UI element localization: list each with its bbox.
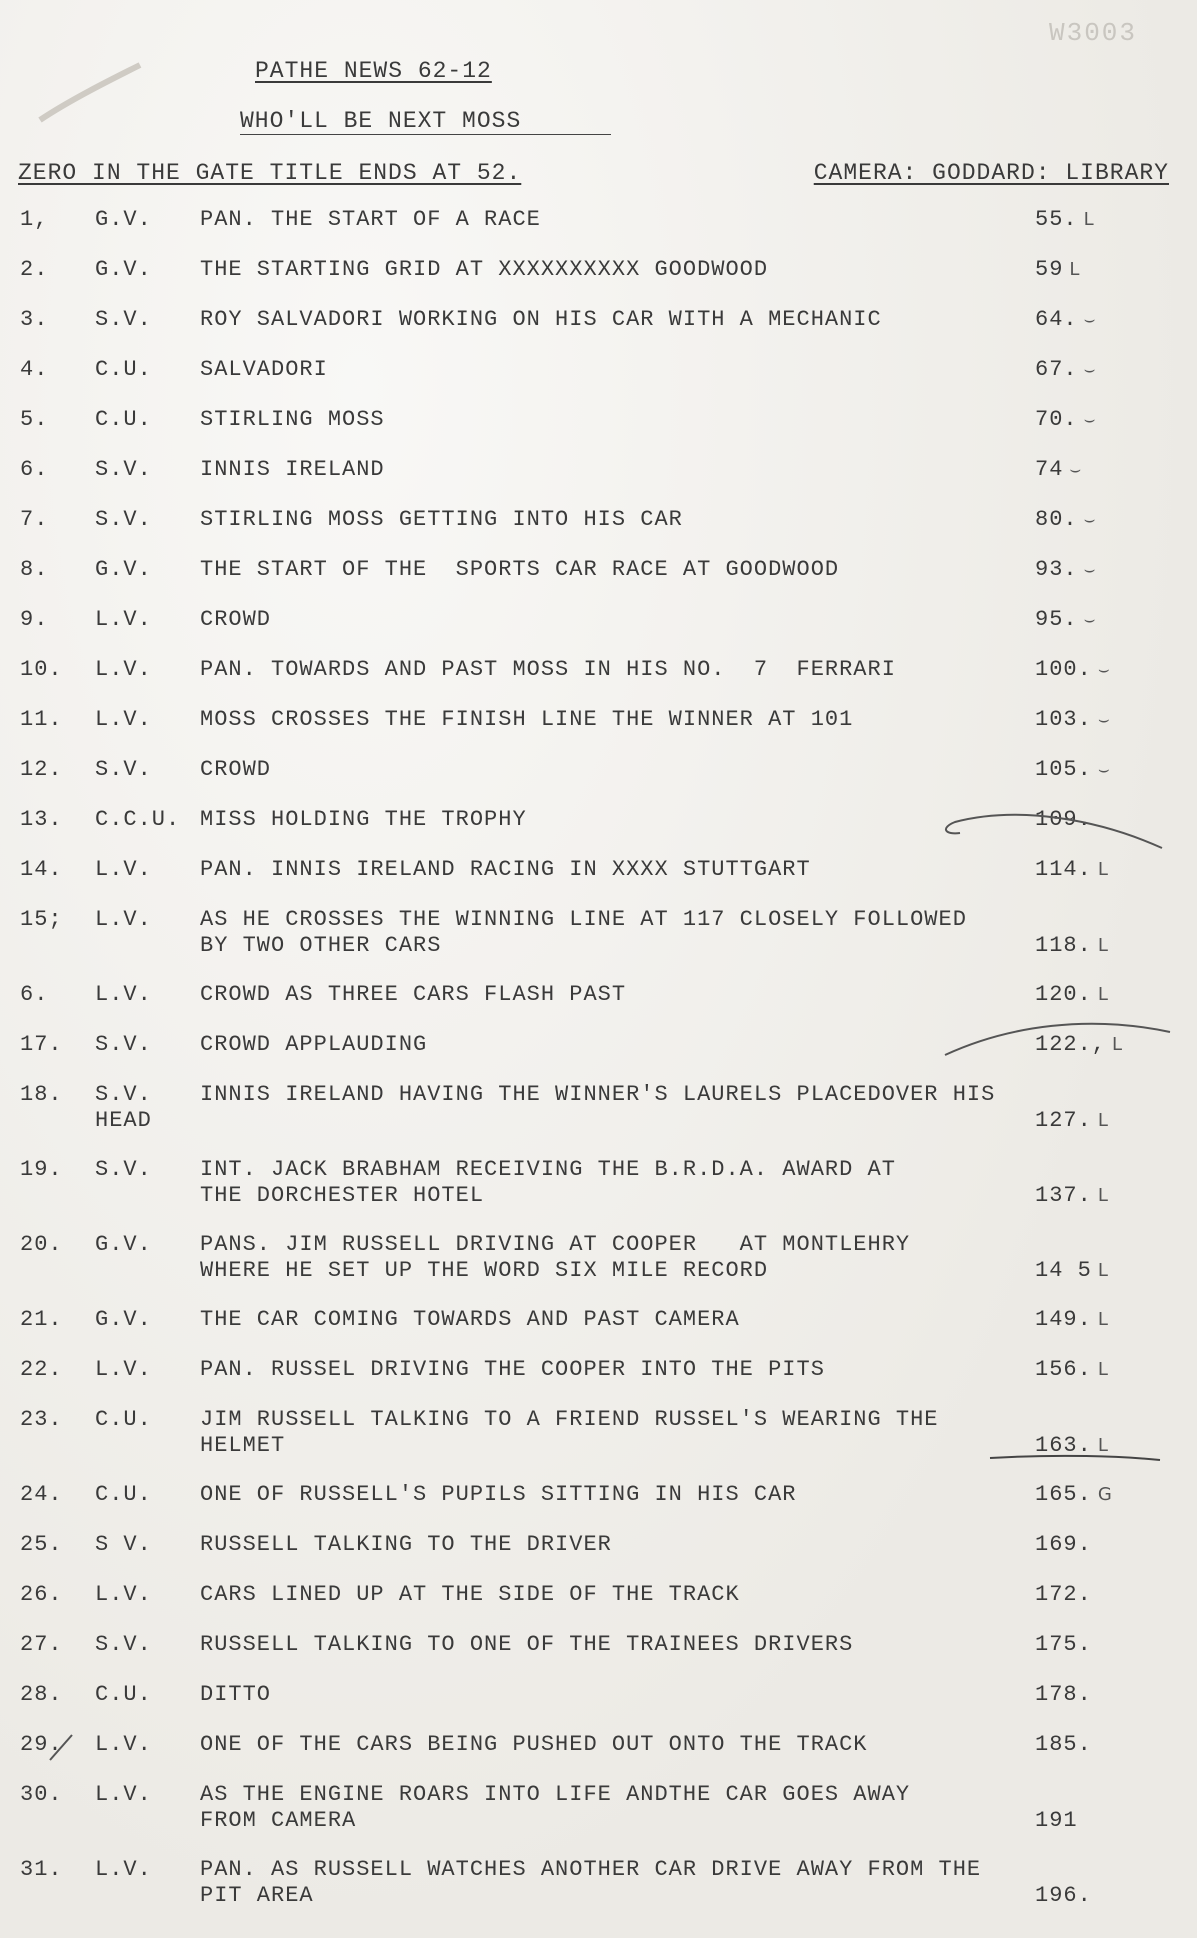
shot-description: SALVADORI (200, 357, 328, 382)
footage-count (1035, 982, 1155, 1007)
footage-count (1035, 307, 1155, 332)
shot-type: S.V. (95, 457, 152, 482)
check-mark: ⌣ (1083, 409, 1097, 430)
footage-count (1035, 1732, 1155, 1757)
shot-type: G.V. (95, 207, 152, 232)
footage-count (1035, 357, 1155, 382)
footage-count (1035, 1532, 1155, 1557)
shot-number: 7. (20, 507, 49, 532)
shot-description: CROWD AS THREE CARS FLASH PAST (200, 982, 627, 1007)
footage-value: 95. (1035, 607, 1078, 632)
shot-number: 12. (20, 757, 63, 782)
footage-count (1035, 1108, 1155, 1133)
shot-number: 5. (20, 407, 49, 432)
shot-type: L.V. (95, 1582, 152, 1607)
shot-description: INT. JACK BRABHAM RECEIVING THE B.R.D.A. AWARD AT THE DORCHESTER HOTEL (200, 1157, 896, 1208)
shot-number: 31. (20, 1857, 63, 1882)
footage-count (1035, 1808, 1155, 1833)
shot-description: ONE OF THE CARS BEING PUSHED OUT ONTO THE TRACK (200, 1732, 868, 1757)
shot-type: S.V. HEAD (95, 1082, 152, 1133)
shot-description: DITTO (200, 1682, 272, 1707)
shot-number: 14. (20, 857, 63, 882)
shot-number: 20. (20, 1232, 63, 1257)
check-mark: L (1097, 1435, 1109, 1456)
footage-count (1035, 707, 1155, 732)
check-mark: L (1097, 1359, 1109, 1380)
shot-description: PANS. JIM RUSSELL DRIVING AT COOPER AT MONTLEHRY WHERE HE SET UP THE WORD SIX MILE RECORD (200, 1232, 911, 1283)
footage-value: 196. (1035, 1883, 1092, 1908)
footage-value: 178. (1035, 1682, 1092, 1707)
shot-description: PAN. AS RUSSELL WATCHES ANOTHER CAR DRIVE AWAY FROM THE PIT AREA (200, 1857, 982, 1908)
shot-number: 23. (20, 1407, 63, 1432)
shot-type: G.V. (95, 1307, 152, 1332)
footage-count (1035, 607, 1155, 632)
footage-count (1035, 1482, 1155, 1507)
footage-count (1035, 557, 1155, 582)
shot-number: 10. (20, 657, 63, 682)
shot-type: S.V. (95, 1632, 152, 1657)
shot-number: 18. (20, 1082, 63, 1107)
shot-type: C.U. (95, 1682, 152, 1707)
shot-number: 8. (20, 557, 49, 582)
footage-value: 156. (1035, 1357, 1092, 1382)
check-mark: ⌣ (1083, 559, 1097, 580)
shot-type: L.V. (95, 907, 152, 932)
footage-count (1035, 407, 1155, 432)
shot-type: C.U. (95, 357, 152, 382)
shot-number: 6. (20, 457, 49, 482)
shot-type: S.V. (95, 1032, 152, 1057)
check-mark: L (1083, 209, 1095, 230)
shot-type: G.V. (95, 1232, 152, 1257)
shot-type: L.V. (95, 1732, 152, 1757)
camera-credit: CAMERA: GODDARD: LIBRARY (813, 160, 1169, 186)
shot-description: STIRLING MOSS (200, 407, 385, 432)
shot-number: 21. (20, 1307, 63, 1332)
footage-count (1035, 933, 1155, 958)
footage-value: 70. (1035, 407, 1078, 432)
shot-description: PAN. RUSSEL DRIVING THE COOPER INTO THE PITS (200, 1357, 825, 1382)
shot-type: C.C.U. (95, 807, 181, 832)
footage-value: 80. (1035, 507, 1078, 532)
check-mark: ⌣ (1083, 309, 1097, 330)
footage-count (1035, 1632, 1155, 1657)
check-mark: L (1097, 1110, 1109, 1131)
shot-number: 30. (20, 1782, 63, 1807)
shot-number: 17. (20, 1032, 63, 1057)
pencil-smudge (40, 65, 140, 120)
footage-count (1035, 857, 1155, 882)
document-subtitle: WHO'LL BE NEXT MOSS (240, 108, 611, 135)
footage-count (1035, 1307, 1155, 1332)
check-mark: ⌣ (1097, 659, 1111, 680)
shot-description: CARS LINED UP AT THE SIDE OF THE TRACK (200, 1582, 740, 1607)
check-mark: ⌣ (1083, 359, 1097, 380)
shot-number: 6. (20, 982, 49, 1007)
shot-type: C.U. (95, 1482, 152, 1507)
footage-value: 175. (1035, 1632, 1092, 1657)
shot-type: L.V. (95, 857, 152, 882)
check-mark: L (1097, 984, 1109, 1005)
footage-value: 137. (1035, 1183, 1092, 1208)
footage-value: 118. (1035, 933, 1092, 958)
shot-number: 15; (20, 907, 63, 932)
shot-type: G.V. (95, 257, 152, 282)
shot-description: MOSS CROSSES THE FINISH LINE THE WINNER AT 101 (200, 707, 854, 732)
shot-description: PAN. THE START OF A RACE (200, 207, 541, 232)
shot-type: L.V. (95, 607, 152, 632)
footage-value: 64. (1035, 307, 1078, 332)
footage-value: 114. (1035, 857, 1092, 882)
shot-number: 25. (20, 1532, 63, 1557)
shot-description: ONE OF RUSSELL'S PUPILS SITTING IN HIS CAR (200, 1482, 797, 1507)
footage-value: 120. (1035, 982, 1092, 1007)
check-mark: ⌣ (1069, 459, 1083, 480)
footage-value: 74 (1035, 457, 1064, 482)
footage-count (1035, 257, 1155, 282)
footage-value: 172. (1035, 1582, 1092, 1607)
footage-value: 109. (1035, 807, 1092, 832)
footage-value: 185. (1035, 1732, 1092, 1757)
shot-description: INNIS IRELAND HAVING THE WINNER'S LAURELS PLACEDOVER HIS (200, 1082, 996, 1107)
check-mark: L (1097, 1185, 1109, 1206)
shot-number: 24. (20, 1482, 63, 1507)
shot-type: C.U. (95, 407, 152, 432)
check-mark: ⌣ (1097, 759, 1111, 780)
footage-count (1035, 457, 1155, 482)
shot-type: S V. (95, 1532, 152, 1557)
shot-number: 9. (20, 607, 49, 632)
shot-description: CROWD (200, 607, 272, 632)
check-mark: L (1097, 935, 1109, 956)
shot-description: CROWD (200, 757, 272, 782)
shot-type: L.V. (95, 1357, 152, 1382)
footage-value: 169. (1035, 1532, 1092, 1557)
footage-value: 93. (1035, 557, 1078, 582)
shot-description: MISS HOLDING THE TROPHY (200, 807, 527, 832)
check-mark: G (1097, 1484, 1113, 1505)
shot-number: 22. (20, 1357, 63, 1382)
document-title: PATHE NEWS 62-12 (255, 58, 492, 84)
footage-value: 103. (1035, 707, 1092, 732)
shot-type: L.V. (95, 1857, 152, 1882)
footage-count (1035, 1258, 1155, 1283)
footage-count (1035, 807, 1155, 832)
shot-description: JIM RUSSELL TALKING TO A FRIEND RUSSEL'S WEARING THE HELMET (200, 1407, 939, 1458)
footage-count (1035, 1582, 1155, 1607)
footage-value: 191 (1035, 1808, 1078, 1833)
shot-type: L.V. (95, 1782, 152, 1807)
footage-value: 59 (1035, 257, 1064, 282)
footage-count (1035, 657, 1155, 682)
shot-type: L.V. (95, 657, 152, 682)
footage-value: 55. (1035, 207, 1078, 232)
shot-type: S.V. (95, 307, 152, 332)
shot-description: CROWD APPLAUDING (200, 1032, 428, 1057)
shot-type: L.V. (95, 707, 152, 732)
shot-description: THE STARTING GRID AT XXXXXXXXXX GOODWOOD (200, 257, 769, 282)
shot-type: S.V. (95, 757, 152, 782)
footage-value: 100. (1035, 657, 1092, 682)
shot-description: AS HE CROSSES THE WINNING LINE AT 117 CLOSELY FOLLOWED BY TWO OTHER CARS (200, 907, 967, 958)
shot-description: THE CAR COMING TOWARDS AND PAST CAMERA (200, 1307, 740, 1332)
shot-description: PAN. TOWARDS AND PAST MOSS IN HIS NO. 7 FERRARI (200, 657, 896, 682)
check-mark: L (1097, 1260, 1109, 1281)
check-mark: ⌣ (1083, 509, 1097, 530)
shot-description: RUSSELL TALKING TO ONE OF THE TRAINEES DRIVERS (200, 1632, 854, 1657)
shot-number: 13. (20, 807, 63, 832)
footage-value: 127. (1035, 1108, 1092, 1133)
footage-value: 105. (1035, 757, 1092, 782)
check-mark: L (1112, 1034, 1124, 1055)
faint-stamp: W3003 (1048, 18, 1137, 48)
shot-description: ROY SALVADORI WORKING ON HIS CAR WITH A MECHANIC (200, 307, 882, 332)
footage-count (1035, 757, 1155, 782)
shot-type: G.V. (95, 557, 152, 582)
shot-description: RUSSELL TALKING TO THE DRIVER (200, 1532, 612, 1557)
shot-number: 4. (20, 357, 49, 382)
shot-description: INNIS IRELAND (200, 457, 385, 482)
shot-number: 26. (20, 1582, 63, 1607)
footage-value: 67. (1035, 357, 1078, 382)
shot-number: 2. (20, 257, 49, 282)
shot-number: 29. (20, 1732, 63, 1757)
footage-count (1035, 1183, 1155, 1208)
shot-number: 28. (20, 1682, 63, 1707)
footage-value: 122., (1035, 1032, 1107, 1057)
footage-value: 165. (1035, 1482, 1092, 1507)
footage-count (1035, 207, 1155, 232)
check-mark: ⌣ (1097, 709, 1111, 730)
footage-value: 163. (1035, 1433, 1092, 1458)
zero-gate-note: ZERO IN THE GATE TITLE ENDS AT 52. (18, 160, 522, 186)
shot-number: 11. (20, 707, 63, 732)
shot-description: AS THE ENGINE ROARS INTO LIFE ANDTHE CAR GOES AWAY FROM CAMERA (200, 1782, 911, 1833)
check-mark: ⌣ (1083, 609, 1097, 630)
footage-value: 149. (1035, 1307, 1092, 1332)
check-mark: L (1069, 259, 1081, 280)
footage-count (1035, 507, 1155, 532)
shot-number: 27. (20, 1632, 63, 1657)
footage-count (1035, 1682, 1155, 1707)
footage-count (1035, 1433, 1155, 1458)
shot-type: S.V. (95, 507, 152, 532)
shot-type: L.V. (95, 982, 152, 1007)
shot-type: C.U. (95, 1407, 152, 1432)
footage-count (1035, 1357, 1155, 1382)
shot-type: S.V. (95, 1157, 152, 1182)
shot-description: THE START OF THE SPORTS CAR RACE AT GOODWOOD (200, 557, 840, 582)
footage-count (1035, 1883, 1155, 1908)
shot-number: 19. (20, 1157, 63, 1182)
shot-description: STIRLING MOSS GETTING INTO HIS CAR (200, 507, 683, 532)
footage-value: 14 5 (1035, 1258, 1092, 1283)
shot-number: 1, (20, 207, 49, 232)
footage-count (1035, 1032, 1155, 1057)
shot-description: PAN. INNIS IRELAND RACING IN XXXX STUTTGART (200, 857, 811, 882)
shot-number: 3. (20, 307, 49, 332)
check-mark: L (1097, 859, 1109, 880)
check-mark: L (1097, 1309, 1109, 1330)
